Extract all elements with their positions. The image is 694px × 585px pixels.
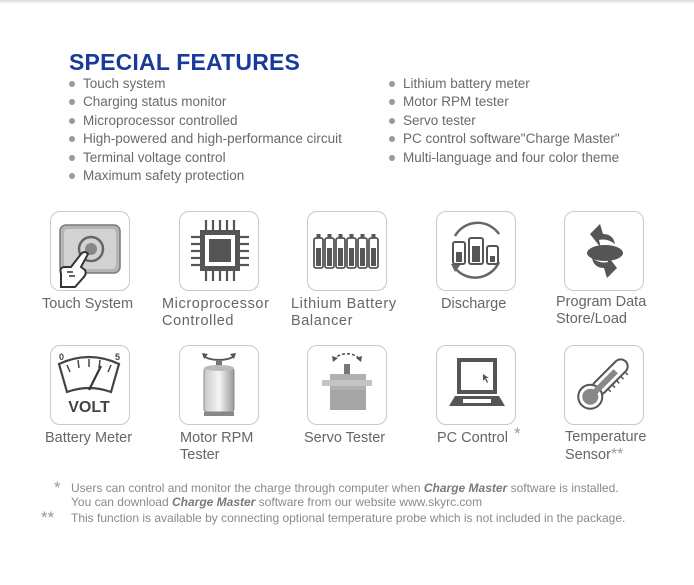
feature-item: PC control software"Charge Master": [389, 130, 620, 148]
footnote-2: [71, 495, 482, 509]
feature-item: Charging status monitor: [69, 93, 342, 111]
battery-fill: [349, 248, 354, 266]
feature-item: Maximum safety protection: [69, 167, 342, 185]
label-line: Lithium Battery: [291, 296, 397, 312]
lithium-battery-icon: [307, 211, 387, 291]
pc-control-asterisk: *: [514, 424, 521, 443]
label-line: Store/Load: [556, 311, 627, 327]
feature-item: Lithium battery meter: [389, 75, 620, 93]
label-line: Microprocessor: [162, 296, 270, 312]
temperature-asterisk: **: [610, 446, 624, 463]
label-line: Program Data: [556, 294, 647, 310]
label-line: Balancer: [291, 313, 354, 329]
temperature-sensor-icon: [564, 345, 644, 425]
label-line: Motor RPM: [180, 430, 254, 446]
discharge-icon: [436, 211, 516, 291]
footnote-text: Users can control and monitor the charge through computer when: [71, 481, 424, 495]
footnote-3: This function is available by connecting optional temperature probe which is not included in the package.: [71, 511, 626, 525]
battery-fill: [327, 248, 332, 266]
feature-item: Touch system: [69, 75, 342, 93]
motor-rpm-label: [180, 430, 253, 464]
footnote-text: software from our website www.skyrc.com: [255, 495, 483, 509]
footnote-emphasis: Charge Master: [171, 495, 256, 509]
motor-rpm-icon: [179, 345, 259, 425]
battery-fill: [338, 248, 343, 266]
page-title: SPECIAL FEATURES: [69, 49, 301, 75]
gauge-min: 0: [59, 352, 65, 362]
touch-system-icon: [50, 211, 130, 291]
feature-item: Microprocessor controlled: [69, 112, 342, 130]
touch-system-label: Touch System: [42, 296, 134, 312]
lithium-battery-label: [291, 296, 397, 330]
feature-item: Motor RPM tester: [389, 93, 620, 111]
microprocessor-label: [162, 296, 270, 330]
gauge-max: 5: [115, 352, 121, 362]
feature-item: Servo tester: [389, 112, 620, 130]
label-line: Sensor: [565, 447, 611, 463]
feature-list-right: [389, 75, 620, 167]
pc-control-icon: [436, 345, 516, 425]
top-divider: [0, 0, 694, 4]
microprocessor-icon: [179, 211, 259, 291]
battery-meter-label: Battery Meter: [45, 430, 133, 446]
footnote-text: You can download: [71, 495, 172, 509]
servo-tester-icon: [307, 345, 387, 425]
battery-meter-icon: [50, 345, 130, 425]
label-line: Temperature: [565, 429, 647, 445]
pc-control-label: PC Control: [437, 430, 508, 446]
battery-fill: [360, 248, 365, 266]
battery-fill: [316, 248, 321, 266]
program-data-label: [556, 294, 646, 328]
servo-tester-label: Servo Tester: [304, 430, 386, 446]
footnote-emphasis: Charge Master: [423, 481, 508, 495]
battery-fill: [371, 248, 376, 266]
feature-list-left: [69, 75, 342, 185]
footnote-star-1: *: [54, 478, 61, 497]
temperature-sensor-label: [565, 429, 646, 464]
feature-item: Terminal voltage control: [69, 149, 342, 167]
program-data-icon: [564, 211, 644, 291]
footnote-star-2: **: [41, 508, 55, 527]
gauge-volt: VOLT: [68, 399, 110, 416]
feature-item: Multi-language and four color theme: [389, 149, 620, 167]
label-line: Tester: [180, 447, 220, 463]
discharge-label: Discharge: [441, 296, 507, 312]
label-line: Controlled: [162, 313, 235, 329]
feature-item: High-powered and high-performance circuit: [69, 130, 342, 148]
footnote-text: software is installed.: [507, 481, 619, 495]
footnote-1: [71, 481, 619, 495]
